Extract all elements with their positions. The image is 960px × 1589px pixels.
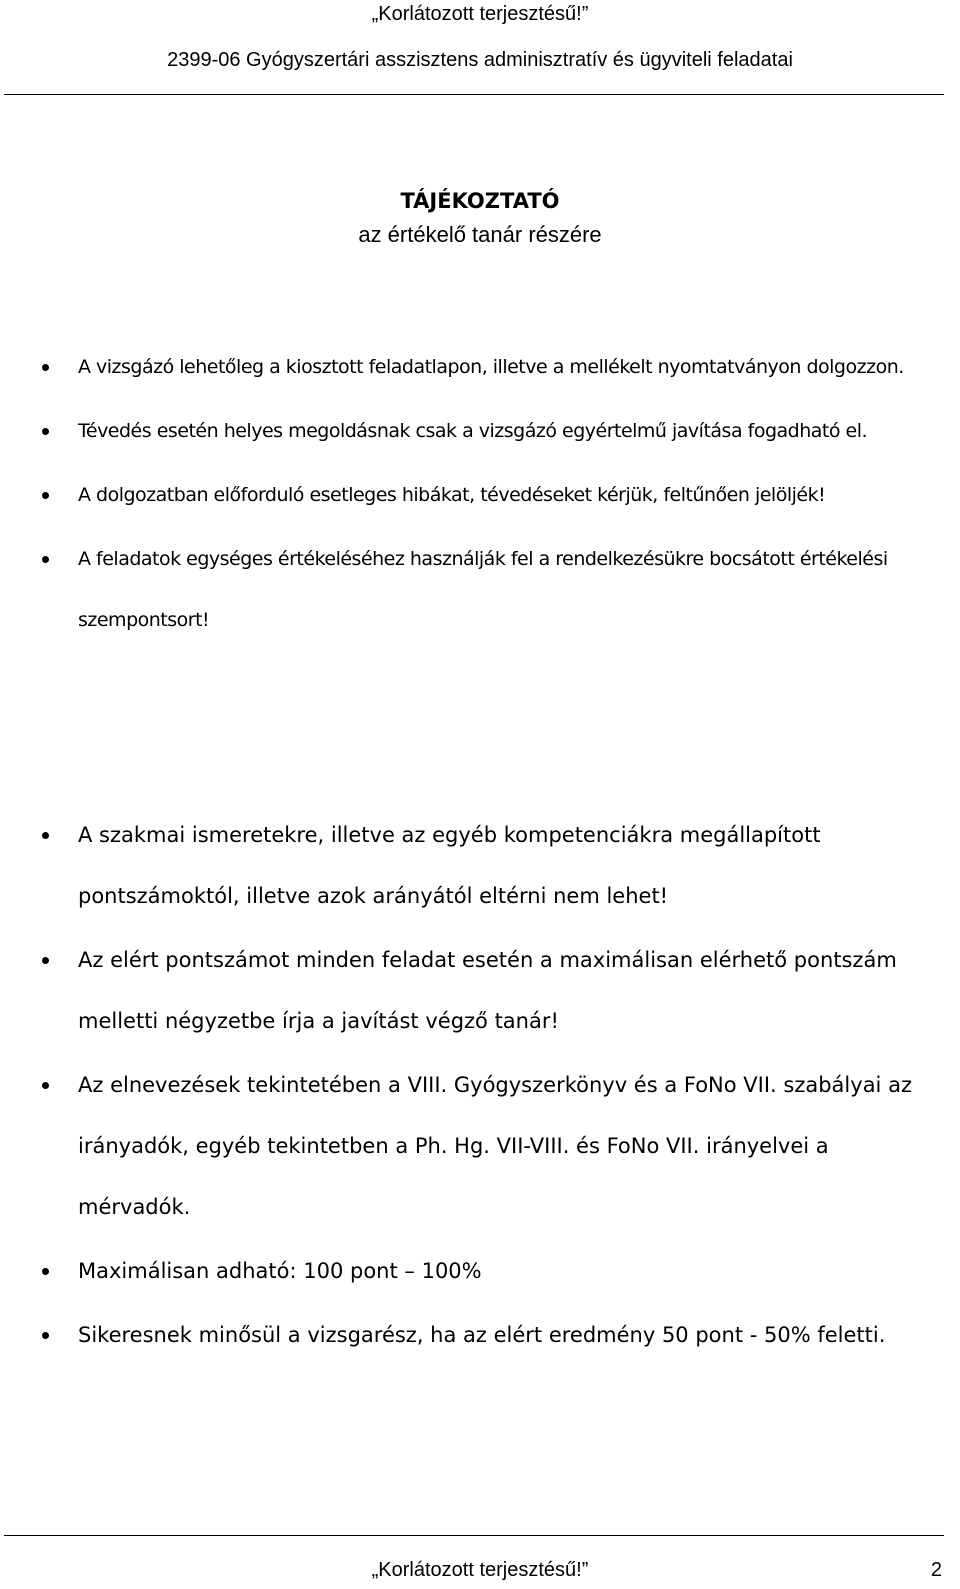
list-item [40, 1055, 940, 1238]
restricted-notice-footer: „Korlátozott terjesztésű!” [371, 1559, 589, 1581]
bullet-icon [42, 492, 49, 499]
list-item-text: A feladatok egységes értékeléséhez használják fel a rendelkezésükre bocsátott értékelési szempontsort! [78, 548, 888, 631]
list-item-text: Az elért pontszámot minden feladat esetén a maximálisan elérhető pontszám melletti négyzetbe írja a javítást végző tanár! [78, 948, 897, 1033]
bullet-icon [42, 428, 49, 435]
list-item-text: Tévedés esetén helyes megoldásnak csak a vizsgázó egyértelmű javítása fogadható el. [78, 420, 868, 442]
page-number: 2 [930, 1559, 942, 1581]
list-item [40, 465, 940, 526]
instruction-list [40, 337, 940, 654]
list-item-text: Maximálisan adható: 100 pont – 100% [78, 1259, 482, 1283]
bullet-icon [42, 364, 49, 371]
page-header [0, 0, 960, 96]
course-title: 2399-06 Gyógyszertári asszisztens adminisztratív és ügyviteli feladatai [167, 49, 793, 71]
page-footer [0, 1530, 960, 1589]
page-title: TÁJÉKOZTATÓ [400, 189, 560, 213]
list-item [40, 805, 940, 927]
list-item [40, 337, 940, 398]
restricted-notice: „Korlátozott terjesztésű!” [371, 3, 589, 25]
footer-divider [4, 1535, 944, 1536]
list-item [40, 1305, 940, 1366]
page-subtitle: az értékelő tanár részére [358, 222, 602, 247]
instruction-list-continued [40, 805, 940, 1369]
list-item-text: A dolgozatban előforduló esetleges hibákat, tévedéseket kérjük, feltűnően jelöljék! [78, 484, 826, 506]
bullet-icon [42, 556, 49, 563]
bullet-icon [42, 957, 49, 964]
list-item [40, 529, 940, 651]
list-item [40, 401, 940, 462]
list-item-text: A vizsgázó lehetőleg a kiosztott feladatlapon, illetve a mellékelt nyomtatványon dolgozzon. [78, 356, 904, 378]
list-item-text: Az elnevezések tekintetében a VIII. Gyógyszerkönyv és a FoNo VII. szabályai az irányadók, egyéb tekintetben a Ph. Hg. VII-VIII. és FoNo VII. irányelvei a mérvadók. [78, 1073, 912, 1219]
list-item [40, 1241, 940, 1302]
list-item [40, 930, 940, 1052]
header-divider [4, 94, 944, 95]
list-item-text: Sikeresnek minősül a vizsgarész, ha az elért eredmény 50 pont - 50% feletti. [78, 1323, 886, 1347]
list-item-text: A szakmai ismeretekre, illetve az egyéb kompetenciákra megállapított pontszámoktól, illetve azok arányától eltérni nem lehet! [78, 823, 821, 908]
bullet-icon [42, 1332, 49, 1339]
bullet-icon [42, 1082, 49, 1089]
bullet-icon [42, 832, 49, 839]
bullet-icon [42, 1268, 49, 1275]
